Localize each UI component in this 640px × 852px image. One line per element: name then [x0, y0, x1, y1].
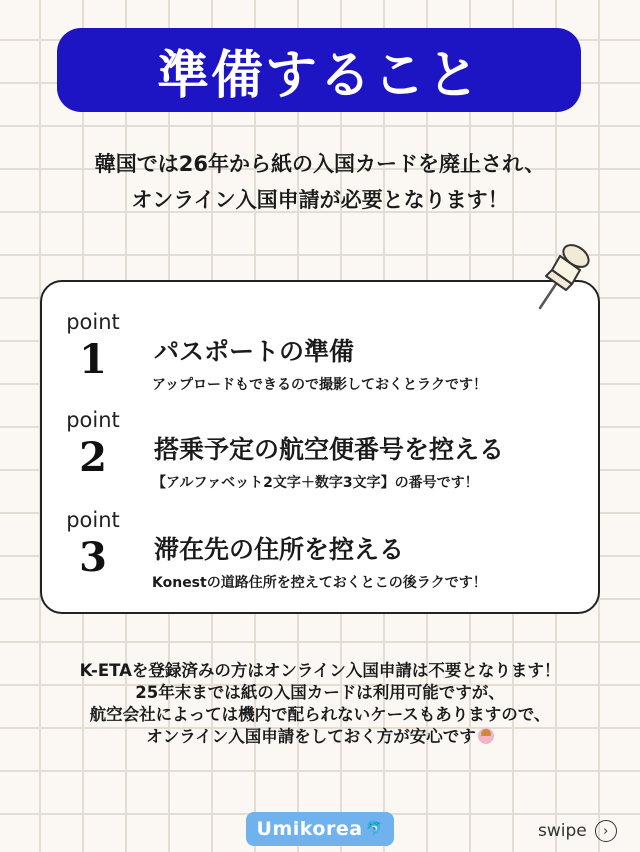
point-number: 2 — [79, 434, 107, 481]
pushpin-icon — [530, 240, 600, 312]
point-heading: 搭乗予定の航空便番号を控える — [154, 435, 505, 464]
note-line-1: K-ETAを登録済みの方はオンライン入国申請は不要となります！ — [79, 661, 561, 680]
title-banner — [57, 28, 581, 112]
note-line-4 — [0, 726, 640, 748]
swipe-label: swipe — [538, 821, 587, 841]
point-label: point — [66, 508, 120, 532]
brand-name: Umikorea — [256, 818, 363, 840]
point-label: point — [66, 310, 120, 334]
point-item-2 — [42, 408, 602, 508]
point-heading: 滞在先の住所を控える — [154, 535, 405, 564]
point-description: 【アルファベット2文字＋数字3文字】の番号です！ — [152, 475, 479, 491]
point-heading: パスポートの準備 — [154, 337, 355, 366]
point-label: point — [66, 408, 120, 432]
person-emoji-icon — [478, 728, 494, 744]
note-line-2: 25年末までは紙の入国カードは利用可能ですが、 — [135, 683, 505, 702]
intro-text — [0, 146, 640, 218]
brand-badge — [246, 812, 394, 846]
chevron-right-icon[interactable]: › — [595, 820, 617, 842]
point-item-1 — [42, 310, 602, 410]
fish-icon: 🐬 — [365, 821, 384, 837]
point-description: アップロードもできるので撮影しておくとラクです！ — [152, 377, 488, 393]
page-title: 準備すること — [156, 45, 481, 106]
notes-text — [0, 660, 640, 748]
swipe-hint[interactable] — [538, 818, 617, 844]
note-line-4-text: オンライン入国申請をしておく方が安心です — [146, 727, 476, 746]
point-item-3 — [42, 508, 602, 608]
intro-line-2: オンライン入国申請が必要となります！ — [131, 188, 509, 212]
point-description: Konestの道路住所を控えておくとこの後ラクです！ — [152, 575, 487, 591]
point-number: 3 — [79, 534, 107, 581]
intro-line-1: 韓国では26年から紙の入国カードを廃止され、 — [94, 152, 546, 176]
point-number: 1 — [79, 336, 107, 383]
note-line-3: 航空会社によっては機内で配られないケースもありますので、 — [89, 705, 551, 724]
points-card — [40, 280, 600, 614]
